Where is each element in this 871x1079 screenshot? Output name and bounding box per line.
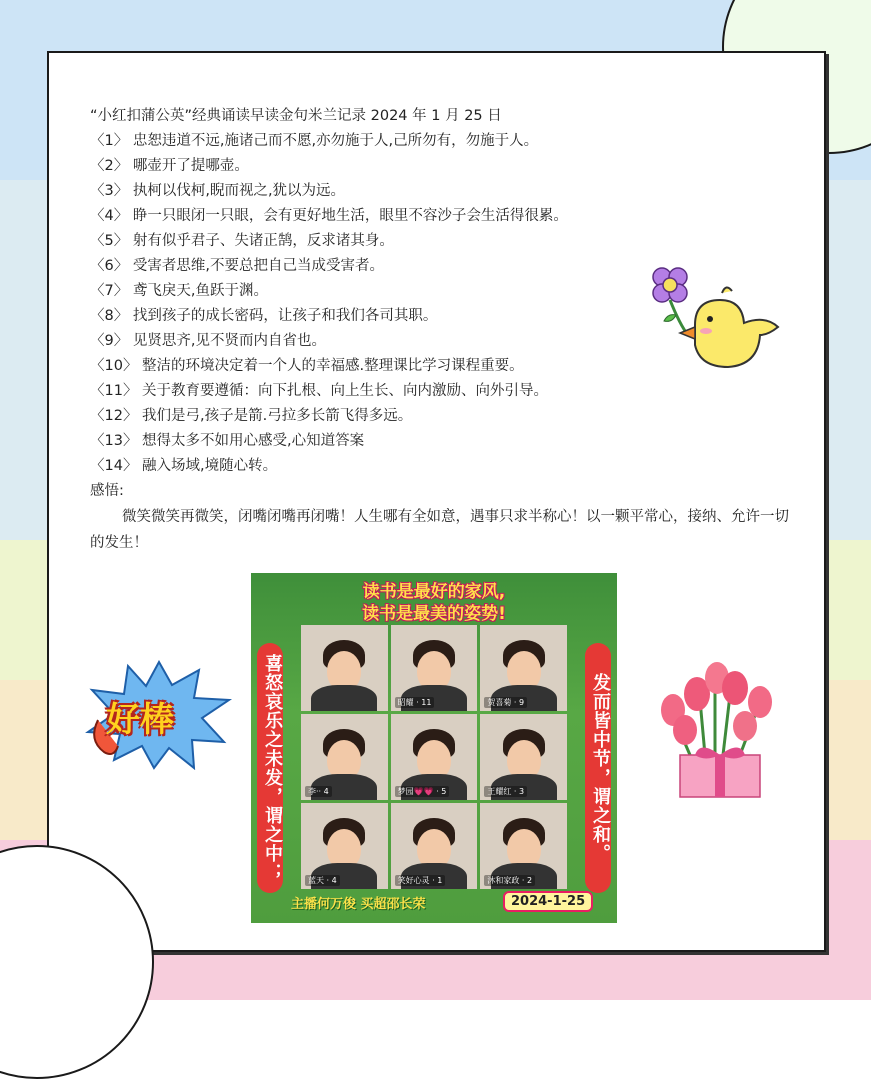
list-item: 〈1〉 忠恕违道不远,施诸己而不愿,亦勿施于人,己所勿有，勿施于人。 [90,133,539,149]
list-item: 〈3〉 执柯以伐柯,睨而视之,犹以为远。 [90,183,346,199]
gift-box-icon [680,748,760,798]
collage-footer: 主播何万俊 买超邵长荣 [291,897,426,912]
participant-name: 梦园💗💗 · 5 [395,786,450,797]
reflection-text: 微笑微笑再微笑，闭嘴闭嘴再闭嘴！人生哪有全如意，遇事只求半称心！以一颗平常心，接纳、允许一切的发生！ [90,509,789,551]
participant-name: 沐和家政 · 2 [484,875,535,886]
tulip-icon [661,662,772,755]
participant-name: 昭耀 · 11 [395,697,435,708]
list-item: 〈13〉 想得太多不如用心感受,心知道答案 [90,433,365,449]
video-tile [480,714,567,800]
list-item: 〈14〉 融入场域,境随心转。 [90,458,278,474]
document-title: “小红扣蒲公英”经典诵读早读金句米兰记录 2024 年 1 月 25 日 [90,108,502,124]
duck-icon [680,287,778,367]
collage-left-vertical: 喜怒哀乐之未发，谓之中； [257,643,283,893]
reflection-heading: 感悟: [90,483,124,499]
list-item: 〈6〉 受害者思维,不要总把自己当成受害者。 [90,258,384,274]
flower-icon [653,268,688,335]
list-item: 〈9〉 见贤思齐,见不贤而内自省也。 [90,333,326,349]
list-item: 〈4〉 睁一只眼闭一只眼，会有更好地生活，眼里不容沙子会生活得很累。 [90,208,568,224]
video-tile [391,803,478,889]
haobang-sticker [84,660,234,770]
list-item: 〈11〉 关于教育要遵循：向下扎根、向上生长、向内激励、向外引导。 [90,383,549,399]
list-item: 〈2〉 哪壶开了提哪壶。 [90,158,249,174]
participant-name: 王耀红 · 3 [484,786,527,797]
list-item: 〈8〉 找到孩子的成长密码，让孩子和我们各司其职。 [90,308,438,324]
video-tile [301,714,388,800]
participant-name: 笑好心灵 · 1 [395,875,446,886]
haobang-text: 好棒 [106,700,174,740]
collage-banner-2: 读书是最美的姿势! [362,604,506,624]
video-tile [480,625,567,711]
collage-date: 2024-1-25 [503,891,593,912]
video-tile [301,625,388,711]
video-tile [301,803,388,889]
participant-name: 蓝天 · 4 [305,875,340,886]
video-tile [391,625,478,711]
duck-flower-sticker [640,255,790,385]
participant-name: 李·· 4 [305,786,332,797]
video-grid [301,625,567,889]
list-item: 〈12〉 我们是弓,孩子是箭.弓拉多长箭飞得多远。 [90,408,413,424]
collage-banner-1: 读书是最好的家风, [362,582,506,602]
participant-name: 贺喜菊 · 9 [484,697,527,708]
tulip-gift-sticker [645,660,790,800]
list-item: 〈7〉 鸢飞戾天,鱼跃于渊。 [90,283,268,299]
video-tile [391,714,478,800]
list-item: 〈10〉 整洁的环境决定着一个人的幸福感.整理课比学习课程重要。 [90,358,524,374]
meeting-collage [251,573,617,923]
video-tile [480,803,567,889]
list-item: 〈5〉 射有似乎君子、失诸正鹄，反求诸其身。 [90,233,394,249]
collage-right-vertical: 发而皆中节，谓之和。 [585,643,611,893]
